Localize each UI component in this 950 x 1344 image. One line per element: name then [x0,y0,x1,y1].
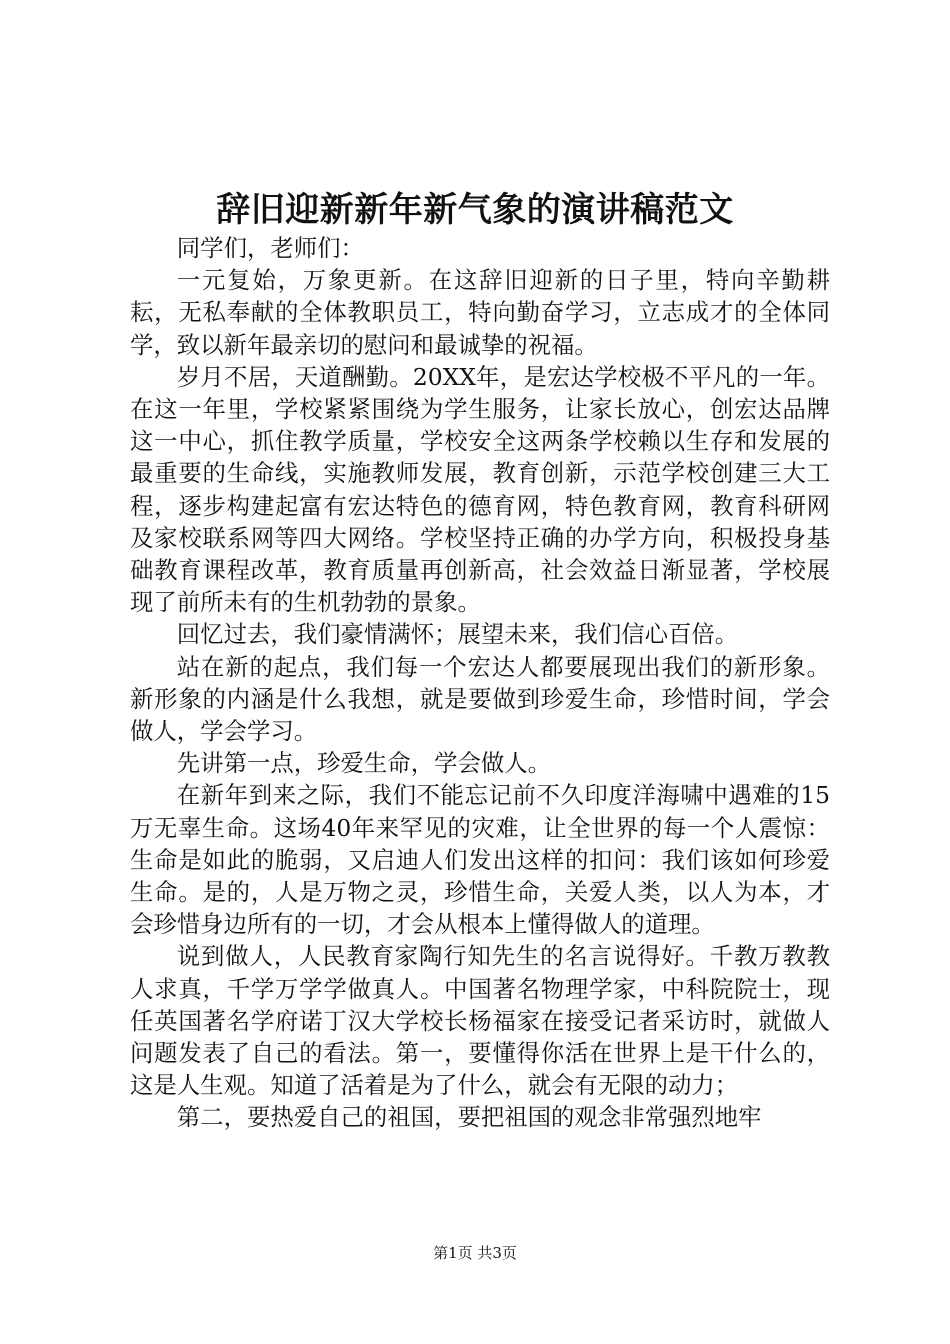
paragraph: 岁月不居，天道酬勤。20XX年，是宏达学校极不平凡的一年。在这一年里，学校紧紧围绕为学生服务，让家长放心，创宏达品牌这一中心，抓住教学质量，学校安全这两条学校赖以生存和发展的最重要的生命线，实施教师发展，教育创新，示范学校创建三大工程，逐步构建起富有宏达特色的德育网，特色教育网，教育科研网及家校联系网等四大网络。学校坚持正确的办学方向，积极投身基础教育课程改革，教育质量再创新高，社会效益日渐显著，学校展现了前所未有的生机勃勃的景象。 [130,362,830,617]
paragraph: 在新年到来之际，我们不能忘记前不久印度洋海啸中遇难的15万无辜生命。这场40年来罕见的灾难，让全世界的每一个人震惊：生命是如此的脆弱，又启迪人们发出这样的扣问：我们该如何珍爱生命。是的，人是万物之灵，珍惜生命，关爱人类，以人为本，才会珍惜身边所有的一切，才会从根本上懂得做人的道理。 [130,781,830,939]
paragraph-greeting: 同学们，老师们： [176,234,364,262]
document-title: 辞旧迎新新年新气象的演讲稿范文 [216,190,734,230]
paragraph: 回忆过去，我们豪情满怀；展望未来，我们信心百倍。 [176,620,739,649]
paragraph: 先讲第一点，珍爱生命，学会做人。 [176,749,552,778]
paragraph: 说到做人，人民教育家陶行知先生的名言说得好。千教万教教人求真，千学万学学做真人。中国著名物理学家，中科院院士，现任英国著名学府诺丁汉大学校长杨福家在接受记者采访时，就做人问题发表了自己的看法。第一，要懂得你活在世界上是干什么的，这是人生观。知道了活着是为了什么，就会有无限的动力； [130,942,830,1100]
paragraph: 一元复始，万象更新。在这辞旧迎新的日子里，特向辛勤耕耘，无私奉献的全体教职员工，特向勤奋学习，立志成才的全体同学，致以新年最亲切的慰问和最诚挚的祝福。 [130,266,830,359]
page-footer: 第1页 共3页 [433,1244,517,1262]
paragraph: 站在新的起点，我们每一个宏达人都要展现出我们的新形象。新形象的内涵是什么我想，就是要做到珍爱生命，珍惜时间，学会做人，学会学习。 [130,652,830,746]
document-body [130,232,830,1134]
paragraph: 第二，要热爱自己的祖国，要把祖国的观念非常强烈地牢 [176,1103,762,1132]
